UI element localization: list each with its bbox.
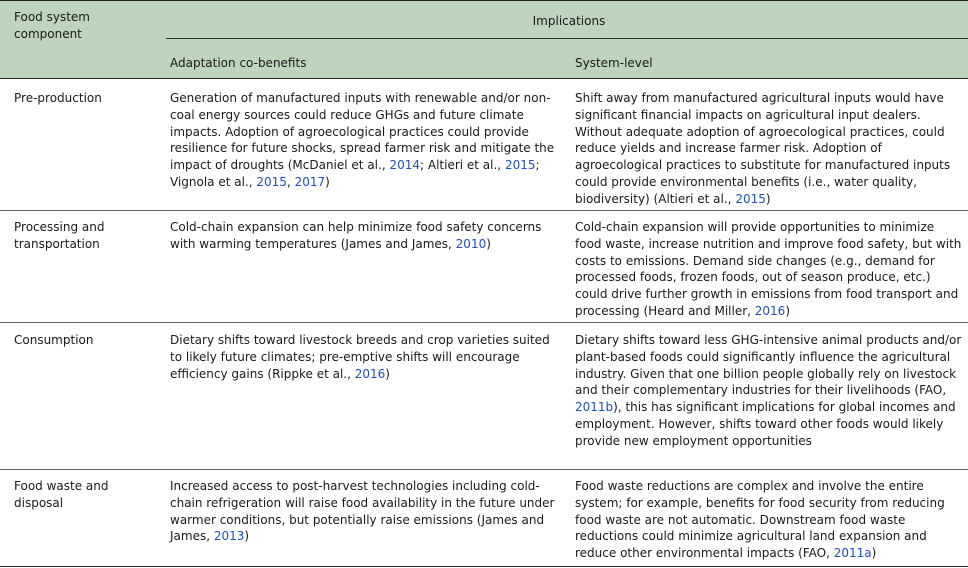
row-system-level: Cold-chain expansion will provide opportunities to minimize food waste, increase nutrition and improve food safety, but with costs to emissions. Demand side changes (e.g., demand for processed foods, frozen foods, out of season produce, etc.) could drive further growth in emissions from food transport and processing (Heard and Miller, 2016) [575, 220, 962, 318]
row-system-level: Dietary shifts toward less GHG-intensive animal products and/or plant-based foods could significantly influence the agricultural industry. Given that one billion people globally rely on livestock and their complementary industries for their livelihoods (FAO, 2011b), this has significant implications for global incomes and employment. However, shifts toward other foods would likely provide new employment opportunities [575, 333, 962, 448]
header-component: Food system component [14, 10, 90, 41]
row-system-level: Food waste reductions are complex and involve the entire system; for example, benefits for food security from reducing food waste are not automatic. Downstream food waste reductions could minimize agricultural land expansion and reduce other environmental impacts (FAO, 2011a) [575, 479, 945, 561]
header-system-level: System-level [575, 56, 653, 70]
row-component: Food waste and disposal [14, 479, 109, 510]
row-component: Consumption [14, 333, 94, 347]
row-adaptation: Generation of manufactured inputs with renewable and/or non-coal energy sources could reduce GHGs and future climate impacts. Adoption of agroecological practices could provide resilience for future shocks, spread farmer risk and mitigate the impact of droughts (McDaniel et al., 2014; Altieri et al., 2015; Vignola et al., 2015, 2017) [170, 91, 555, 189]
top-rule [0, 0, 968, 1]
header-subrule [166, 38, 968, 39]
row-adaptation: Dietary shifts toward livestock breeds and crop varieties suited to likely future climates; pre-emptive shifts will encourage efficiency gains (Rippke et al., 2016) [170, 333, 550, 381]
row-divider [0, 469, 968, 470]
row-adaptation: Cold-chain expansion can help minimize food safety concerns with warming temperatures (James and James, 2010) [170, 220, 542, 251]
header-adaptation: Adaptation co-benefits [170, 56, 307, 70]
row-adaptation: Increased access to post-harvest technologies including cold-chain refrigeration will raise food availability in the future under warmer conditions, but potentially raise emissions (James and James, 2013) [170, 479, 555, 544]
row-component: Pre-production [14, 91, 102, 105]
header-implications: Implications [532, 14, 606, 28]
row-system-level: Shift away from manufactured agricultural inputs would have significant financial impacts on agricultural input dealers. Without adequate adoption of agroecological practices, could reduce yields and increase farmer risk. Adoption of agroecological practices to substitute for manufactured inputs could provide environmental benefits (i.e., water quality, biodiversity) (Altieri et al., 2015) [575, 91, 951, 206]
row-component: Processing and transportation [14, 220, 105, 251]
bottom-rule [0, 566, 968, 567]
row-divider [0, 322, 968, 323]
row-divider [0, 210, 968, 211]
header-bottom-rule [0, 78, 968, 79]
